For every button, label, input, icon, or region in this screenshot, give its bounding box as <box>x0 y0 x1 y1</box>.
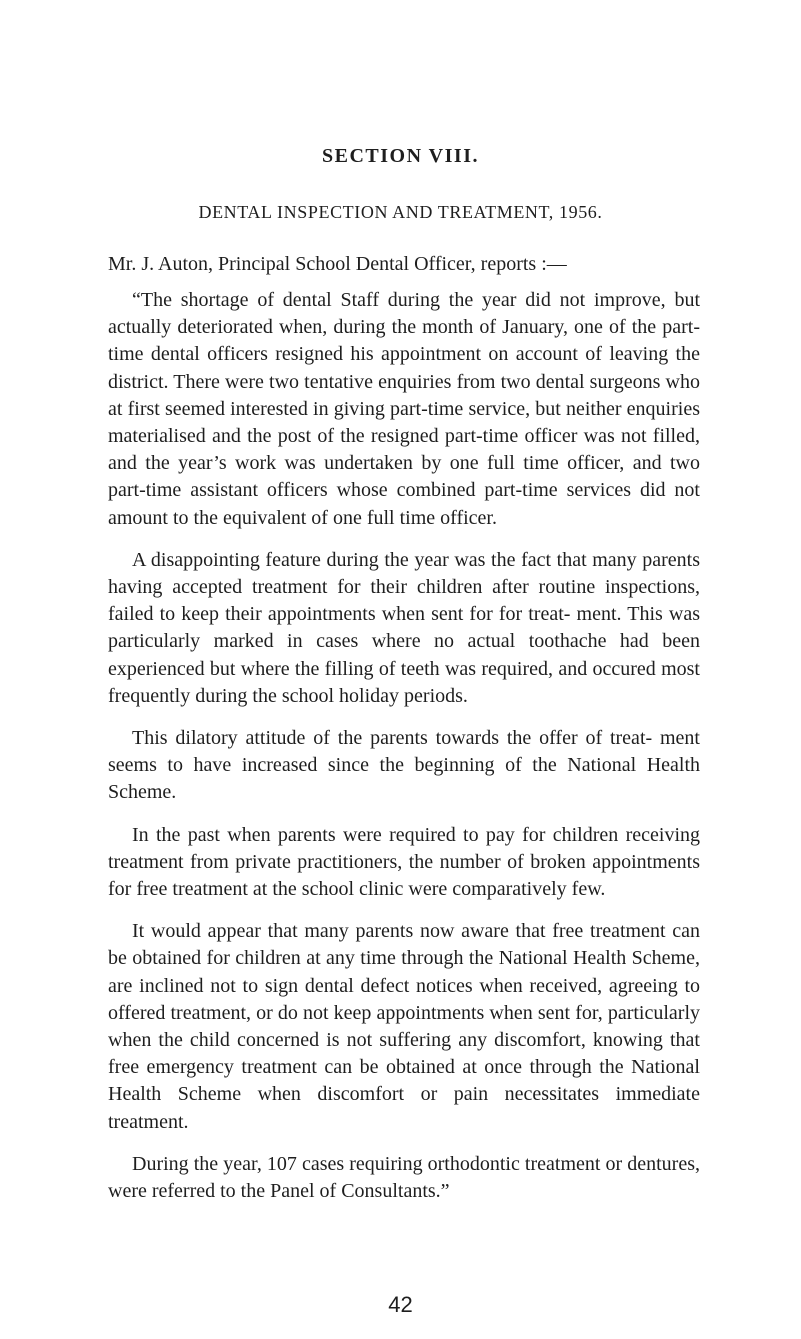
paragraph-past-comparison: In the past when parents were required to pay for children receiving treatment from private practitioners, the number of broken appointments for free treatment at the school clinic were comparatively few. <box>108 823 700 901</box>
paragraph-staff-shortage: “The shortage of dental Staff during the year did not improve, but actually deteriorated when, during the month of January, one of the part-time dental officers resigned his appointment on account of leaving the district. There were two tentative enquiries from two dental surgeons who at first seemed interested in giving part-time service, but neither enquiries materialised and the post of the resigned part-time officer was not filled, and the year’s work was undertaken by one full time officer, and two part-time assistant officers whose combined part-time services did not amount to the equivalent of one full time officer. <box>108 289 700 529</box>
section-title: SECTION VIII. <box>322 145 479 167</box>
report-subtitle: DENTAL INSPECTION AND TREATMENT, 1956. <box>198 202 603 222</box>
paragraph-dilatory-attitude: This dilatory attitude of the parents towards the offer of treat- ment seems to have increased since the beginning of the National Health Scheme. <box>108 727 700 804</box>
page-number: 42 <box>388 1292 413 1317</box>
paragraph-free-treatment: It would appear that many parents now aware that free treatment can be obtained for children at any time through the National Health Scheme, are inclined not to sign dental defect notices when received, agreeing to offered treatment, or do not keep appointments when sent for, particularly when the child concerned is not suffering any discomfort, knowing that free emergency treatment can be obtained at once through the National Health Scheme when discomfort or pain necessitates immediate treatment. <box>108 920 700 1133</box>
paragraph-missed-appointments: A disappointing feature during the year was the fact that many parents having accepted treatment for their children after routine inspections, failed to keep their appointments when sent for for treat- ment. This was particularly marked in cases where no actual toothache had been experienced but where the filling of teeth was required, and occured most frequently during the school holiday periods. <box>108 548 700 707</box>
report-body <box>108 287 700 1220</box>
intro-line: Mr. J. Auton, Principal School Dental Officer, reports :— <box>108 253 567 275</box>
paragraph-orthodontic-referrals: During the year, 107 cases requiring orthodontic treatment or dentures, were referred to the Panel of Consultants.” <box>108 1152 700 1203</box>
